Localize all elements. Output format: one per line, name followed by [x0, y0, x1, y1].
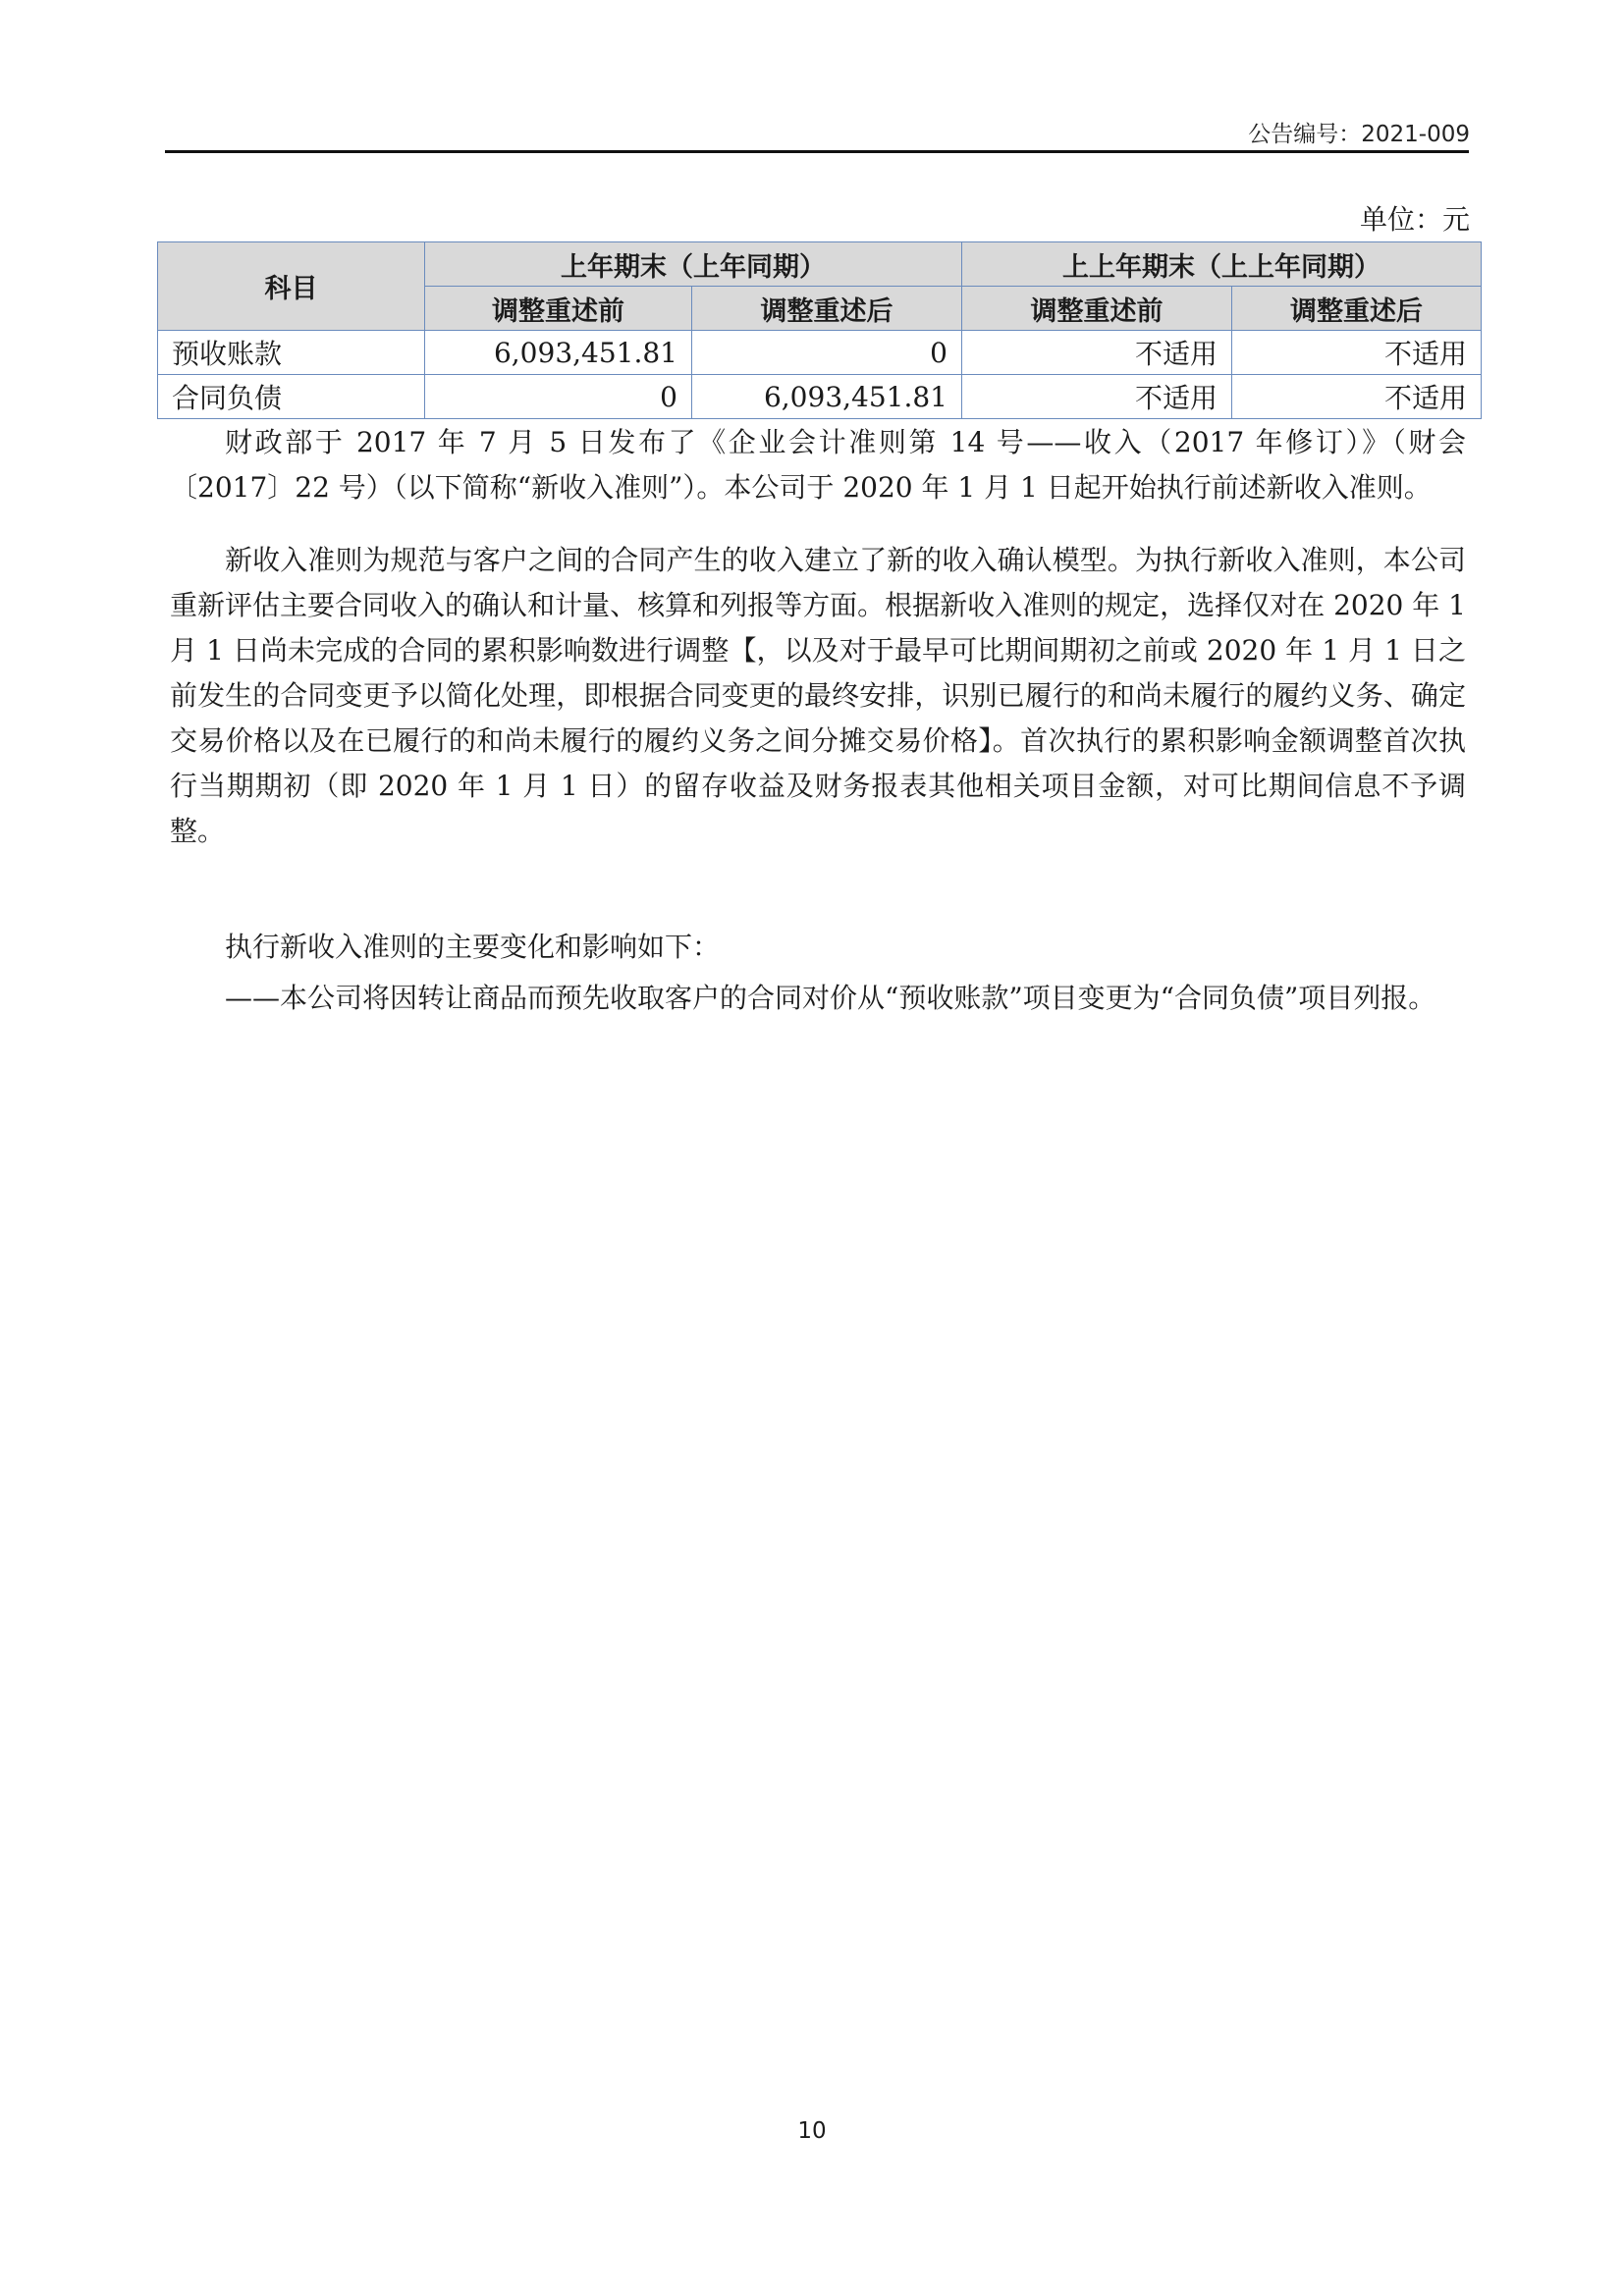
restatement-table: [157, 241, 1482, 419]
table-cell: 6,093,451.81: [692, 375, 962, 419]
table-cell: 0: [692, 331, 962, 375]
subheader-before-restatement: 调整重述前: [962, 287, 1232, 331]
table-cell: 6,093,451.81: [425, 331, 692, 375]
table-cell: 不适用: [1232, 331, 1482, 375]
table-cell: 不适用: [962, 375, 1232, 419]
row-label: 合同负债: [158, 375, 425, 419]
table-row: [158, 331, 1482, 375]
subheader-after-restatement: 调整重述后: [1232, 287, 1482, 331]
page-number: 10: [797, 2118, 827, 2144]
paragraph-reclassification: ——本公司将因转让商品而预先收取客户的合同对价从“预收账款”项目变更为“合同负债”项目列报。: [225, 982, 1436, 1014]
table-header-row: [158, 242, 1482, 287]
prior-year-header: 上年期末（上年同期）: [425, 242, 962, 287]
subheader-after-restatement: 调整重述后: [692, 287, 962, 331]
subject-header: 科目: [158, 242, 425, 331]
header-divider: [165, 150, 1469, 153]
table-row: [158, 375, 1482, 419]
announcement-code: 公告编号：2021-009: [1248, 122, 1470, 147]
unit-label: 单位：元: [1359, 203, 1470, 236]
table-cell: 0: [425, 375, 692, 419]
subheader-before-restatement: 调整重述前: [425, 287, 692, 331]
paragraph-new-model: 新收入准则为规范与客户之间的合同产生的收入建立了新的收入确认模型。为执行新收入准则，本公司重新评估主要合同收入的确认和计量、核算和列报等方面。根据新收入准则的规定，选择仅对在 2020 年 1 月 1 日尚未完成的合同的累积影响数进行调整【，以及对于最早可比期间期初之前或 2020 年 1 月 1 日之前发生的合同变更予以简化处理，即根据合同变更的最终安排，识别已履行的和尚未履行的履约义务、确定交易价格以及在已履行的和尚未履行的履约义务之间分摊交易价格】。首次执行的累积影响金额调整首次执行当期期初（即 2020 年 1 月 1 日）的留存收益及财务报表其他相关项目金额，对可比期间信息不予调整。: [170, 544, 1466, 847]
paragraph-changes-intro: 执行新收入准则的主要变化和影响如下：: [225, 931, 721, 963]
two-years-prior-header: 上上年期末（上上年同期）: [962, 242, 1482, 287]
paragraph-standard-issuance: 财政部于 2017 年 7 月 5 日发布了《企业会计准则第 14 号——收入（2017 年修订）》（财会〔2017〕22 号）（以下简称“新收入准则”）。本公司于 2020 年 1 月 1 日起开始执行前述新收入准则。: [170, 426, 1466, 504]
table-cell: 不适用: [1232, 375, 1482, 419]
row-label: 预收账款: [158, 331, 425, 375]
table-cell: 不适用: [962, 331, 1232, 375]
